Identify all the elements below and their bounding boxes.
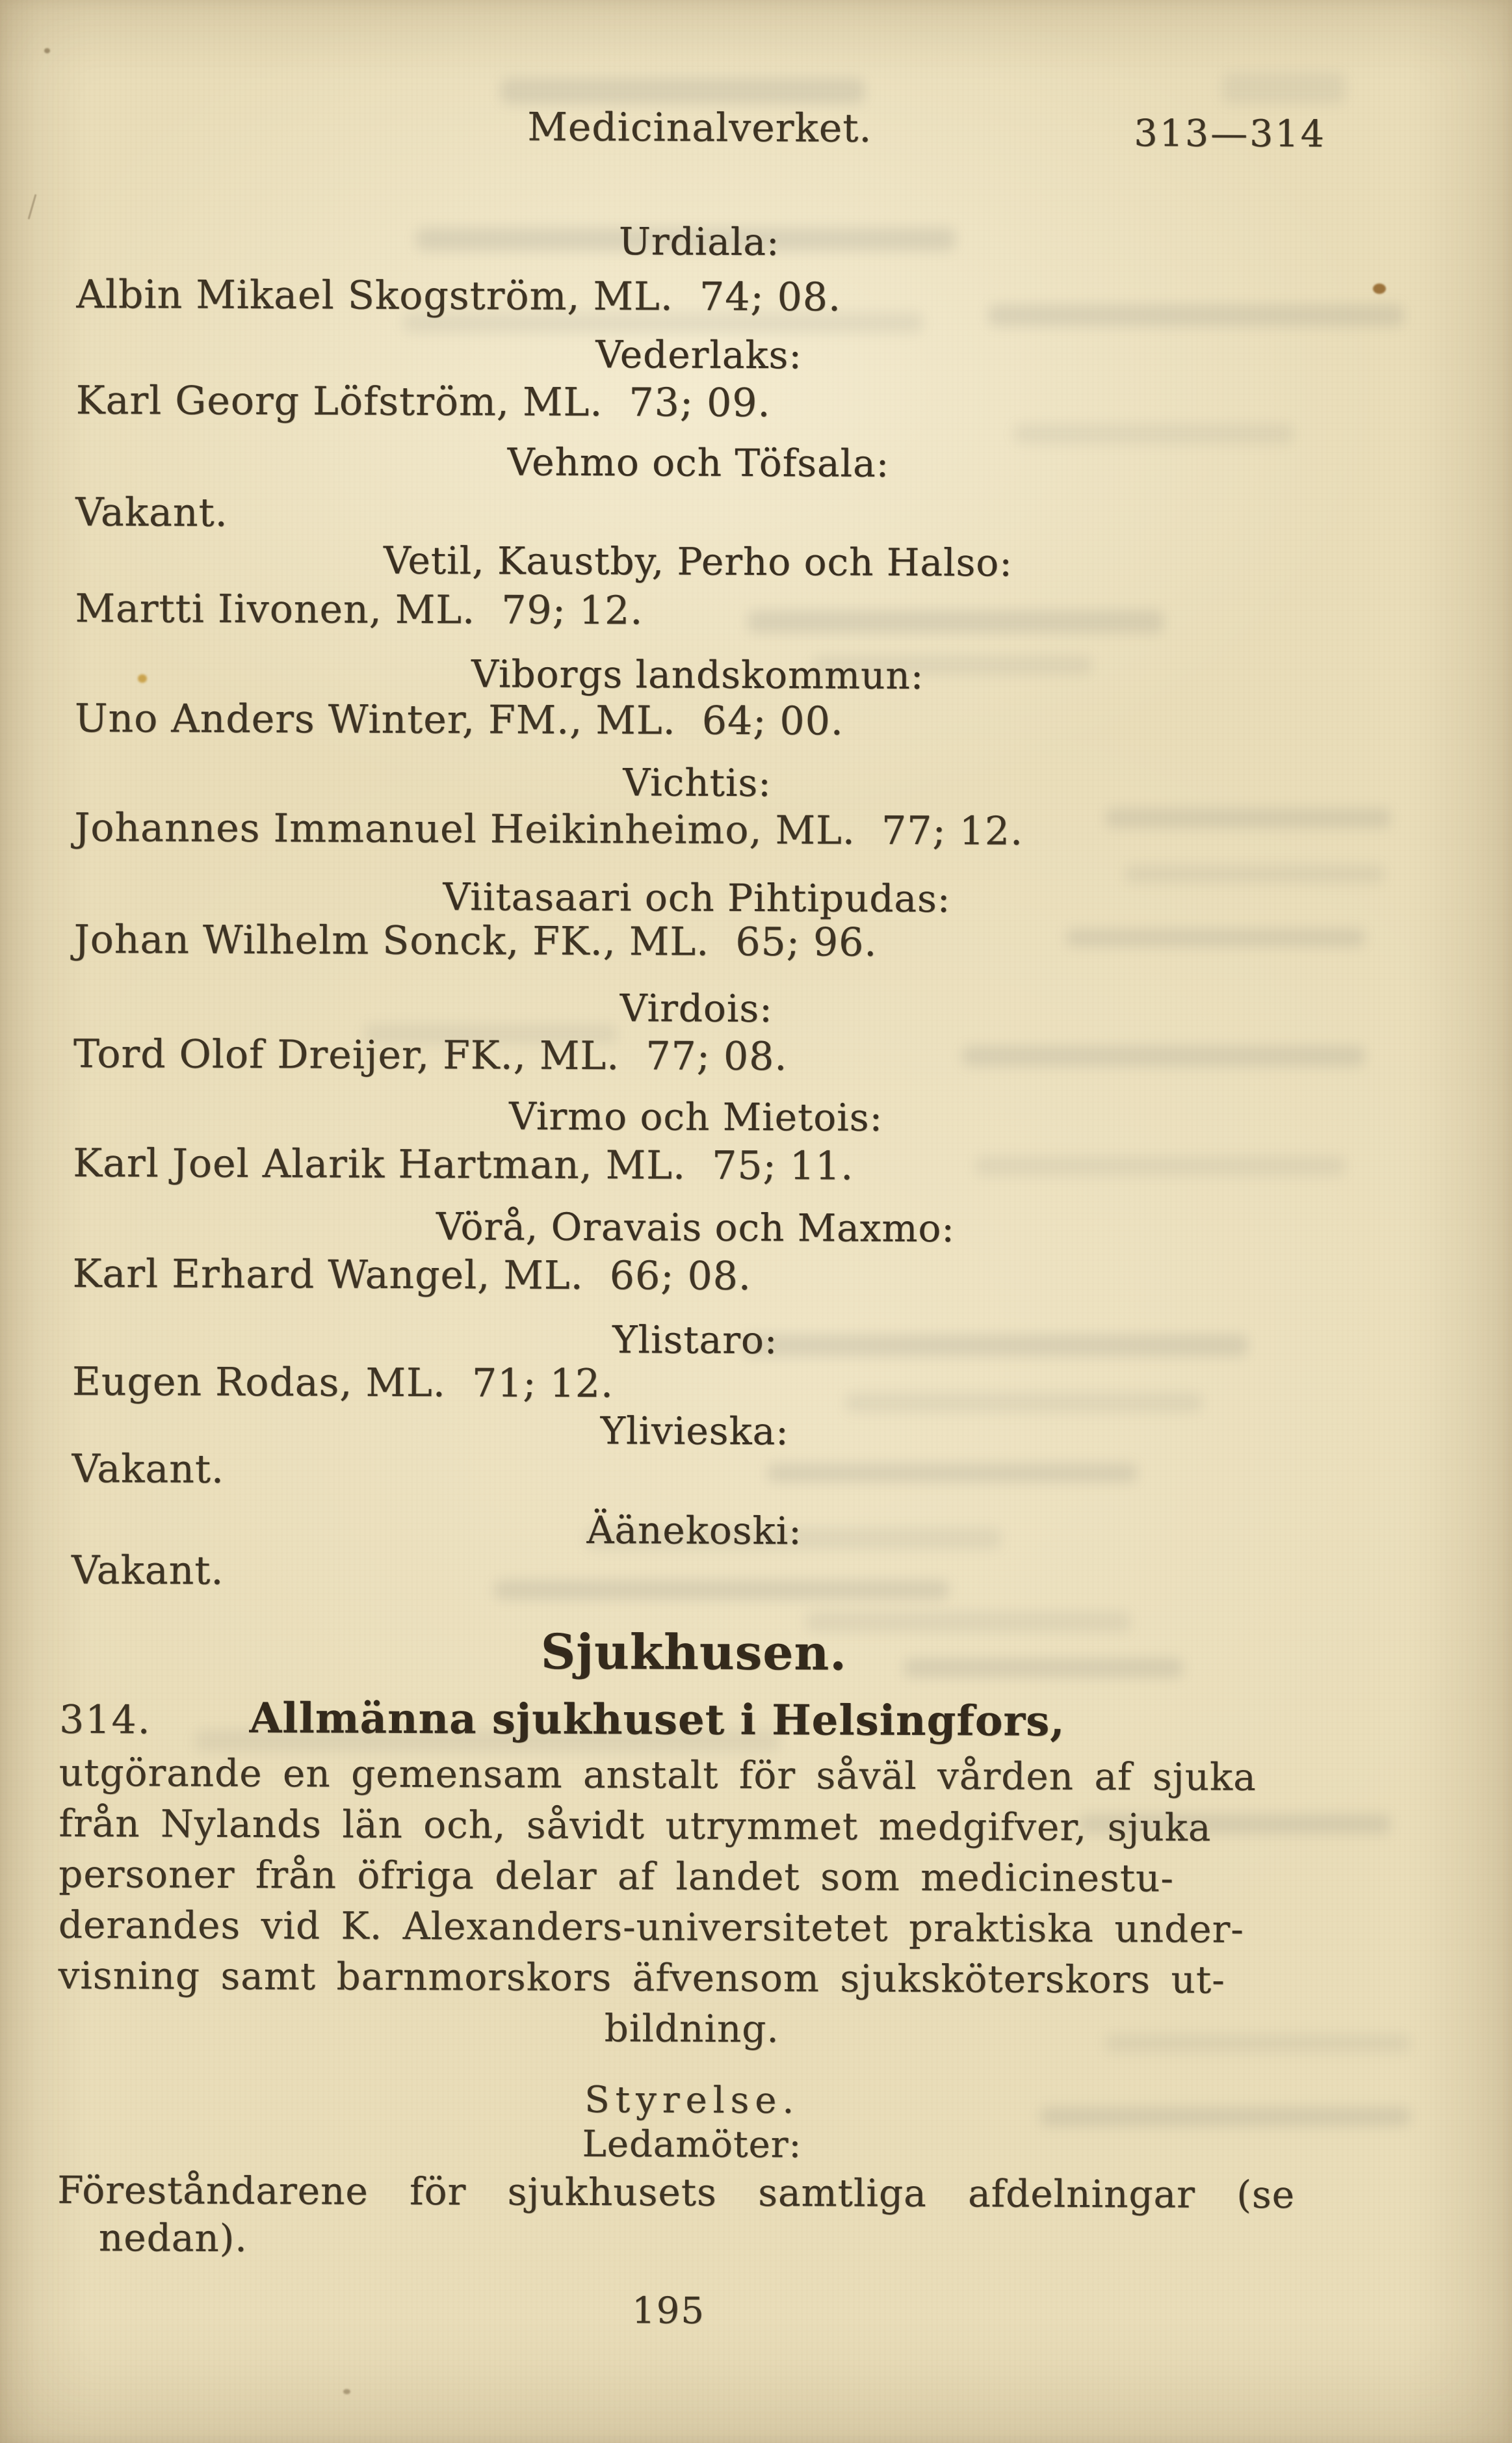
board-member-line: Föreståndarene för sjukhusets samtliga afdelningar (se (57, 2167, 1296, 2217)
district-holder: Karl Georg Löfström, ML. 73; 09. (75, 377, 771, 427)
footer-page-number: 195 (631, 2290, 706, 2332)
statute-entry (59, 1693, 1327, 1747)
district-heading: Urdiala: (618, 219, 780, 265)
district-heading: Vetil, Kaustby, Perho och Halso: (383, 538, 1013, 585)
district-holder: Karl Erhard Wangel, ML. 66; 08. (72, 1250, 752, 1299)
statute-title: Allmänna sjukhuset i Helsingfors, (249, 1694, 1065, 1746)
district-heading: Virdois: (619, 986, 773, 1031)
district-heading: Vörå, Oravais och Maxmo: (436, 1204, 956, 1251)
running-head-entry-numbers: 313—314 (1134, 112, 1327, 156)
district-heading: Viitasaari och Pihtipudas: (443, 875, 951, 921)
board-heading: Styrelse. (584, 2078, 800, 2122)
paragraph-line: utgörande en gemensam anstalt för såväl vården af sjuka (59, 1750, 1257, 1799)
district-holder: Johannes Immanuel Heikinheimo, ML. 77; 12. (74, 804, 1024, 854)
district-holder: Martti Iivonen, ML. 79; 12. (75, 585, 644, 634)
district-holder: Vakant. (75, 489, 228, 536)
district-heading: Ylivieska: (600, 1408, 789, 1454)
district-heading: Ylistaro: (612, 1317, 778, 1363)
district-heading: Äänekoski: (586, 1508, 802, 1553)
statute-number: 314. (59, 1697, 151, 1743)
paragraph-line: personer från öfriga delar af landet som medicinestu- (59, 1851, 1175, 1901)
district-holder: Eugen Rodas, ML. 71; 12. (72, 1358, 614, 1407)
district-holder: Uno Anders Winter, FM., ML. 64; 00. (74, 695, 844, 745)
paragraph-line: bildning. (604, 2006, 779, 2052)
district-heading: Vederlaks: (595, 332, 803, 378)
paragraph-line: från Nylands län och, såvidt utrymmet medgifver, sjuka (59, 1801, 1212, 1850)
paragraph-line: visning samt barnmorskors äfvensom sjuksköterskors ut- (58, 1953, 1225, 2002)
paragraph-line: derandes vid K. Alexanders-universitetet praktiska under- (58, 1902, 1245, 1951)
district-heading: Viborgs landskommun: (471, 652, 924, 698)
district-holder: Karl Joel Alarik Hartman, ML. 75; 11. (73, 1140, 854, 1189)
section-heading: Sjukhusen. (540, 1624, 848, 1682)
board-member-line: nedan). (98, 2215, 248, 2261)
statute-paragraph (58, 1747, 1327, 2056)
district-heading: Vehmo och Töfsala: (507, 440, 890, 486)
district-holder: Vakant. (71, 1547, 224, 1594)
district-heading: Vichtis: (623, 760, 772, 806)
district-holder: Johan Wilhelm Sonck, FK., ML. 65; 96. (73, 916, 878, 966)
district-holder: Tord Olof Dreijer, FK., ML. 77; 08. (73, 1031, 788, 1080)
district-heading: Virmo och Mietois: (508, 1094, 883, 1140)
district-holder: Albin Mikael Skogström, ML. 74; 08. (76, 271, 842, 321)
running-head-title: Medicinalverket. (527, 104, 872, 152)
district-holder: Vakant. (72, 1446, 225, 1492)
board-members-label: Ledamöter: (582, 2122, 802, 2167)
